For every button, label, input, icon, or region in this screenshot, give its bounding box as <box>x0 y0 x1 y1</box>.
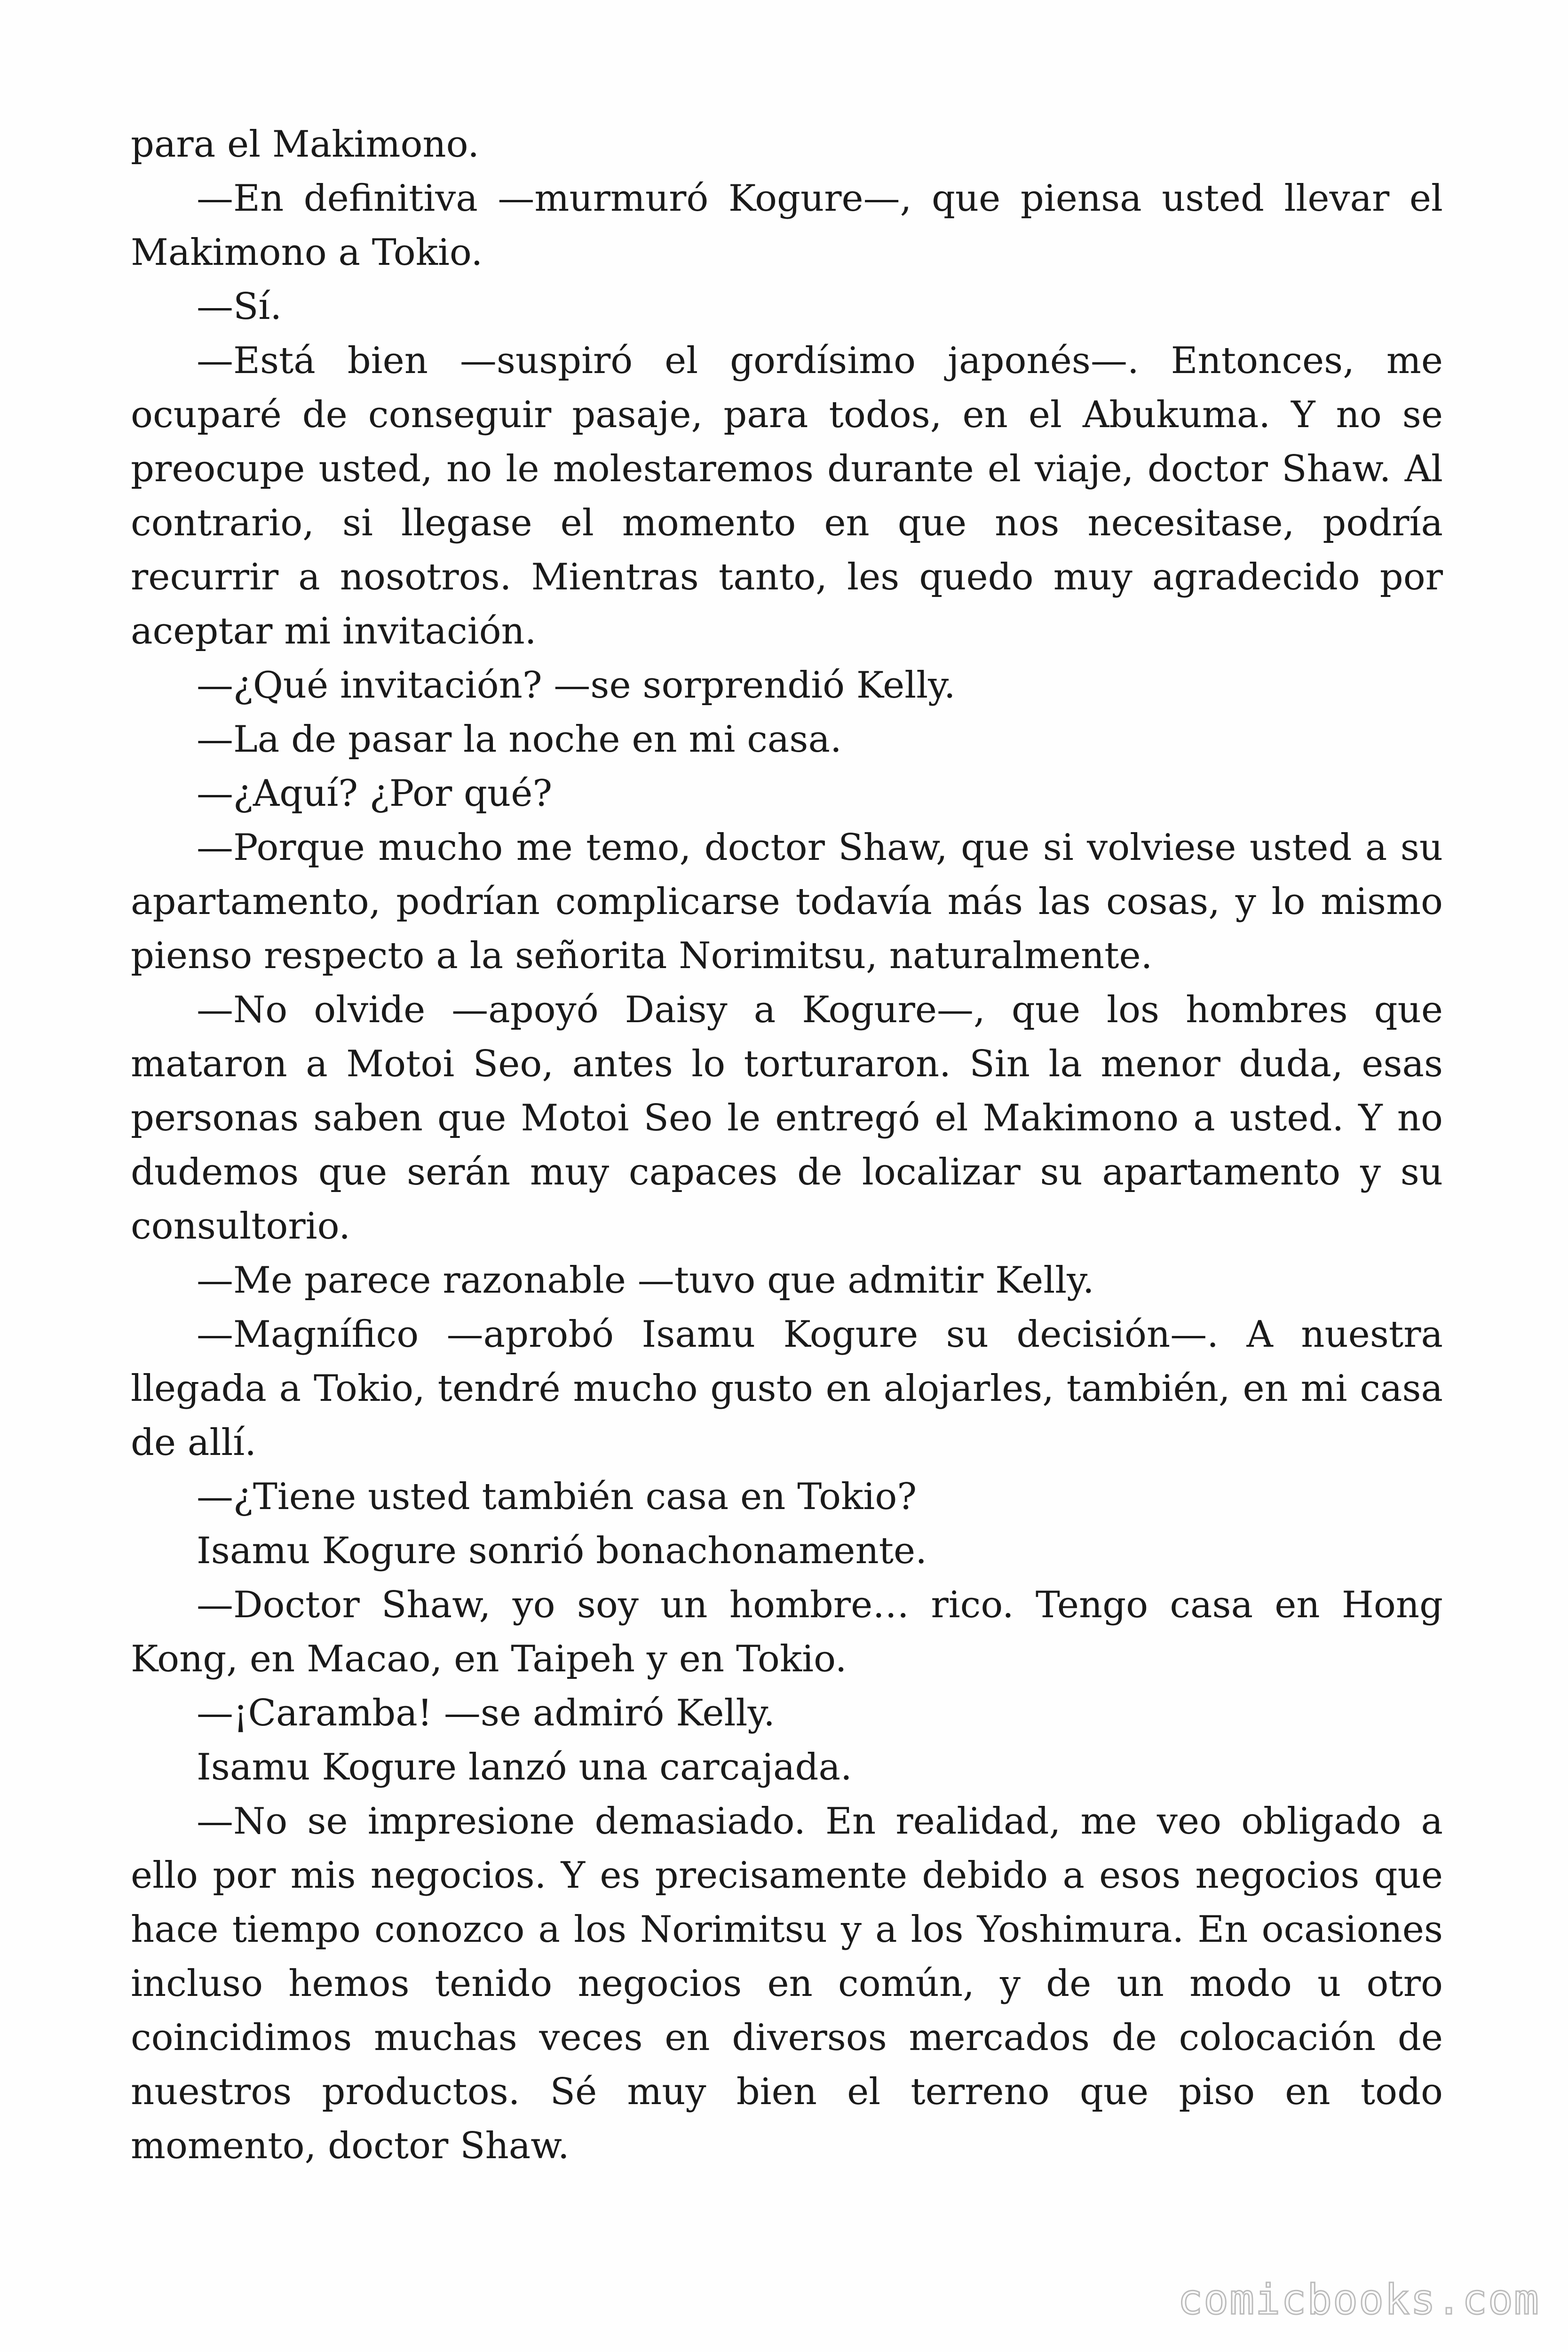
paragraph: —Magnífico —aprobó Isamu Kogure su decisión—. A nuestra llegada a Tokio, tendré mucho gusto en alojarles, también, en mi casa de allí. <box>131 1313 1443 1464</box>
paragraph: Isamu Kogure sonrió bonachonamente. <box>197 1530 927 1572</box>
paragraph: —¿Aquí? ¿Por qué? <box>197 772 553 815</box>
watermark: comicbooks.com <box>1178 2275 1540 2324</box>
paragraph: —Me parece razonable —tuvo que admitir Kelly. <box>197 1259 1094 1302</box>
paragraph: —¿Qué invitación? —se sorprendió Kelly. <box>197 664 956 707</box>
paragraph: —Doctor Shaw, yo soy un hombre… rico. Tengo casa en Hong Kong, en Macao, en Taipeh y en Tokio. <box>131 1584 1443 1680</box>
paragraph: —No se impresione demasiado. En realidad, me veo obligado a ello por mis negocios. Y es precisamente debido a esos negocios que hace tiempo conozco a los Norimitsu y a los Yoshimura. En ocasiones incluso hemos tenido negocios en común, y de un modo u otro coincidimos muchas veces en diversos mercados de colocación de nuestros productos. Sé muy bien el terreno que piso en todo momento, doctor Shaw. <box>131 1800 1443 2167</box>
paragraph: —Porque mucho me temo, doctor Shaw, que si volviese usted a su apartamento, podrían complicarse todavía más las cosas, y lo mismo pienso respecto a la señorita Norimitsu, naturalmente. <box>131 826 1443 977</box>
paragraph: —En definitiva —murmuró Kogure—, que piensa usted llevar el Makimono a Tokio. <box>131 177 1443 274</box>
paragraph: Isamu Kogure lanzó una carcajada. <box>197 1746 852 1788</box>
paragraph: —Sí. <box>197 286 282 328</box>
paragraph: —La de pasar la noche en mi casa. <box>197 718 842 761</box>
body-text <box>131 118 1443 2173</box>
paragraph: —¿Tiene usted también casa en Tokio? <box>197 1476 917 1518</box>
paragraph: —Está bien —suspiró el gordísimo japonés—. Entonces, me ocuparé de conseguir pasaje, para todos, en el Abukuma. Y no se preocupe usted, no le molestaremos durante el viaje, doctor Shaw. Al contrario, si llegase el momento en que nos necesitase, podría recurrir a nosotros. Mientras tanto, les quedo muy agradecido por aceptar mi invitación. <box>131 340 1443 652</box>
paragraph: —No olvide —apoyó Daisy a Kogure—, que los hombres que mataron a Motoi Seo, antes lo torturaron. Sin la menor duda, esas personas saben que Motoi Seo le entregó el Makimono a usted. Y no dudemos que serán muy capaces de localizar su apartamento y su consultorio. <box>131 989 1443 1248</box>
paragraph: para el Makimono. <box>131 123 480 166</box>
paragraph: —¡Caramba! —se admiró Kelly. <box>197 1692 775 1734</box>
